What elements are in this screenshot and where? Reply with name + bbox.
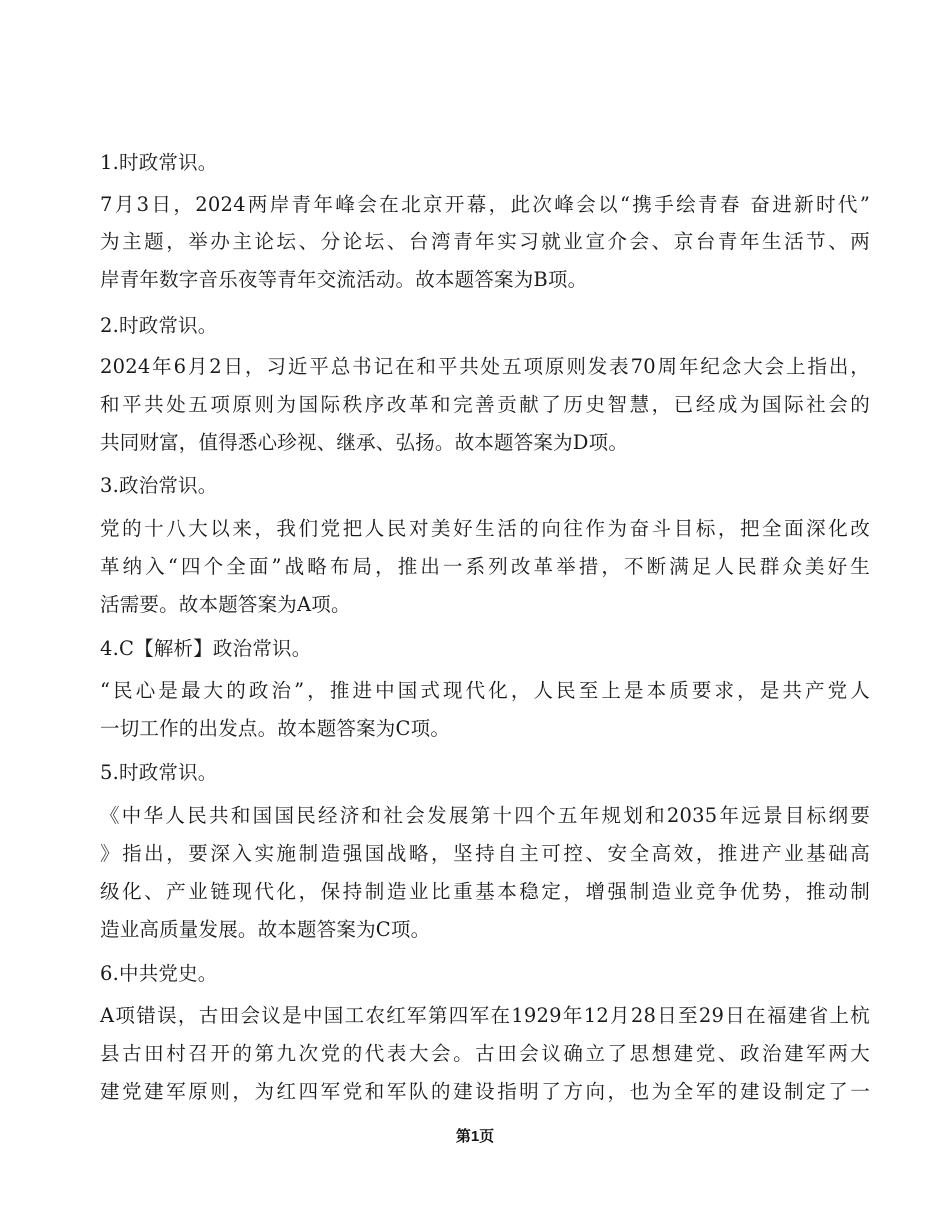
section-5-line-3: 级化、产业链现代化，保持制造业比重基本稳定，增强制造业竞争优势，推动制 [100, 880, 870, 903]
section-3-heading: 3.政治常识。 [100, 474, 218, 497]
section-2-heading: 2.时政常识。 [100, 314, 218, 337]
section-3-line-3: 活需要。故本题答案为A项。 [100, 593, 351, 616]
section-1-heading: 1.时政常识。 [100, 151, 218, 174]
section-3-line-2: 革纳入“四个全面”战略布局，推出一系列改革举措，不断满足人民群众美好生 [100, 555, 870, 578]
section-1-line-2: 为主题，举办主论坛、分论坛、台湾青年实习就业宣介会、京台青年生活节、两 [100, 230, 870, 253]
section-5-heading: 5.时政常识。 [100, 761, 218, 784]
section-5-line-1: 《中华人民共和国国民经济和社会发展第十四个五年规划和2035年远景目标纲要 [100, 804, 870, 827]
section-4-heading: 4.C【解析】政治常识。 [100, 637, 312, 660]
page-number: 第1页 [455, 1128, 495, 1145]
section-2-line-1: 2024年6月2日，习近平总书记在和平共处五项原则发表70周年纪念大会上指出， [100, 355, 870, 378]
section-1-line-1: 7月3日，2024两岸青年峰会在北京开幕，此次峰会以“携手绘青春 奋进新时代” [100, 193, 870, 216]
section-6-line-1: A项错误，古田会议是中国工农红军第四军在1929年12月28日至29日在福建省上杭 [100, 1004, 870, 1027]
section-4-line-2: 一切工作的出发点。故本题答案为C项。 [100, 717, 451, 740]
section-1-line-3: 岸青年数字音乐夜等青年交流活动。故本题答案为B项。 [100, 268, 588, 291]
section-6-heading: 6.中共党史。 [100, 962, 218, 985]
section-6-line-3: 建党建军原则，为红四军党和军队的建设指明了方向，也为全军的建设制定了一 [100, 1080, 870, 1103]
section-6-line-2: 县古田村召开的第九次党的代表大会。古田会议确立了思想建党、政治建军两大 [100, 1042, 870, 1065]
section-2-line-3: 共同财富，值得悉心珍视、继承、弘扬。故本题答案为D项。 [100, 431, 629, 454]
section-3-line-1: 党的十八大以来，我们党把人民对美好生活的向往作为奋斗目标，把全面深化改 [100, 517, 870, 540]
section-4-line-1: “民心是最大的政治”，推进中国式现代化，人民至上是本质要求，是共产党人 [100, 679, 870, 702]
section-5-line-2: 》指出，要深入实施制造强国战略，坚持自主可控、安全高效，推进产业基础高 [100, 842, 870, 865]
section-2-line-2: 和平共处五项原则为国际秩序改革和完善贡献了历史智慧，已经成为国际社会的 [100, 393, 870, 416]
section-5-line-4: 造业高质量发展。故本题答案为C项。 [100, 918, 431, 941]
